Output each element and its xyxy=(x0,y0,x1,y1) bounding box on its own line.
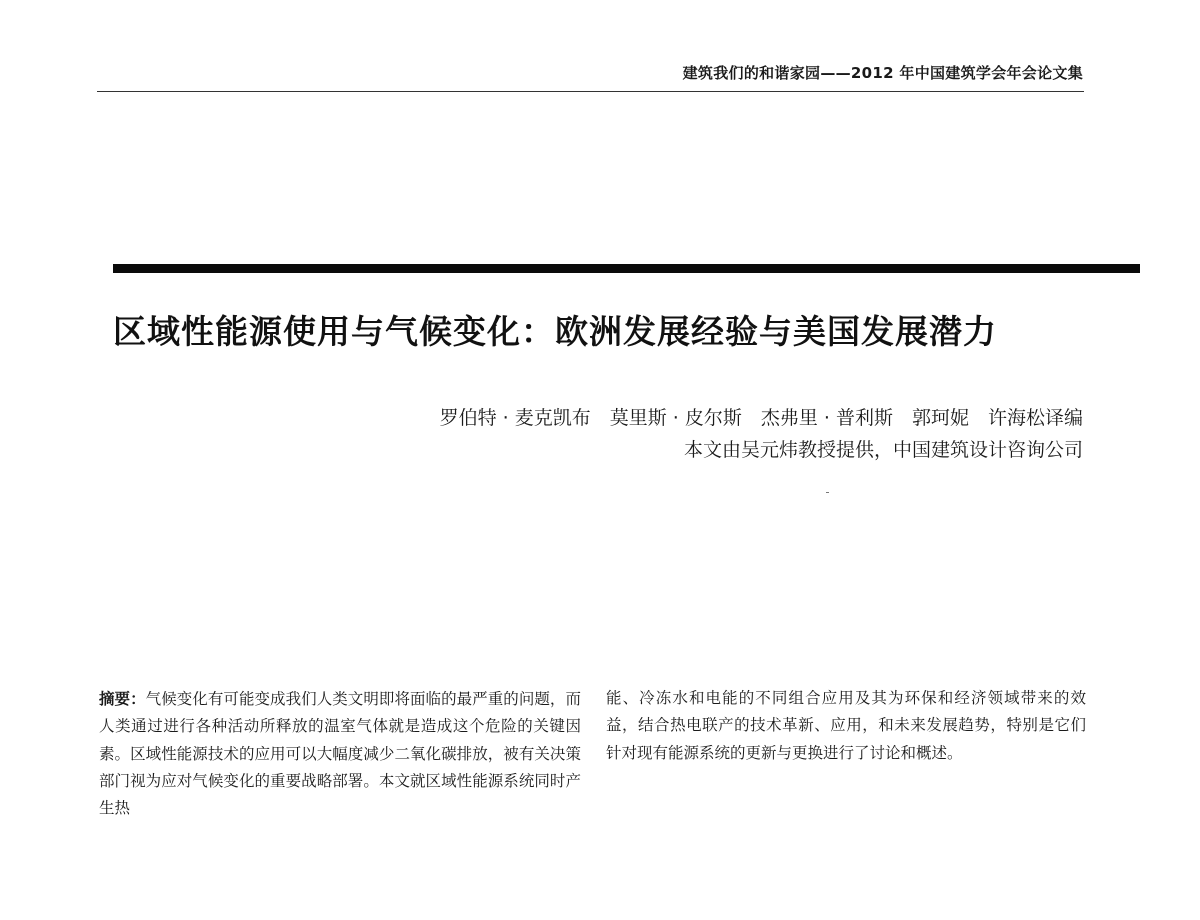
provider-line: 本文由吴元炜教授提供，中国建筑设计咨询公司 xyxy=(683,439,1083,461)
author-line: 罗伯特 · 麦克凯布 莫里斯 · 皮尔斯 杰弗里 · 普利斯 郭珂妮 许海松译编 xyxy=(439,407,1083,429)
abstract-right-column xyxy=(606,685,1086,767)
stray-mark xyxy=(826,492,829,493)
header-rule xyxy=(97,91,1084,92)
abstract-left-column xyxy=(99,685,581,822)
abstract-left-text: 气候变化有可能变成我们人类文明即将面临的最严重的问题，而人类通过进行各种活动所释放的温室气体就是造成这个危险的关键因素。区域性能源技术的应用可以大幅度减少二氧化碳排放，被有关决策部门视为应对气候变化的重要战略部署。本文就区域性能源系统同时产生热 xyxy=(99,690,581,818)
paper-title: 区域性能源使用与气候变化：欧洲发展经验与美国发展潜力 xyxy=(113,312,997,351)
abstract-right-text: 能、冷冻水和电能的不同组合应用及其为环保和经济领域带来的效益，结合热电联产的技术革新、应用，和未来发展趋势，特别是它们针对现有能源系统的更新与更换进行了讨论和概述。 xyxy=(606,689,1086,762)
running-header: 建筑我们的和谐家园——2012 年中国建筑学会年会论文集 xyxy=(682,64,1083,82)
abstract-label: 摘要： xyxy=(99,689,146,708)
title-bar xyxy=(113,264,1140,273)
